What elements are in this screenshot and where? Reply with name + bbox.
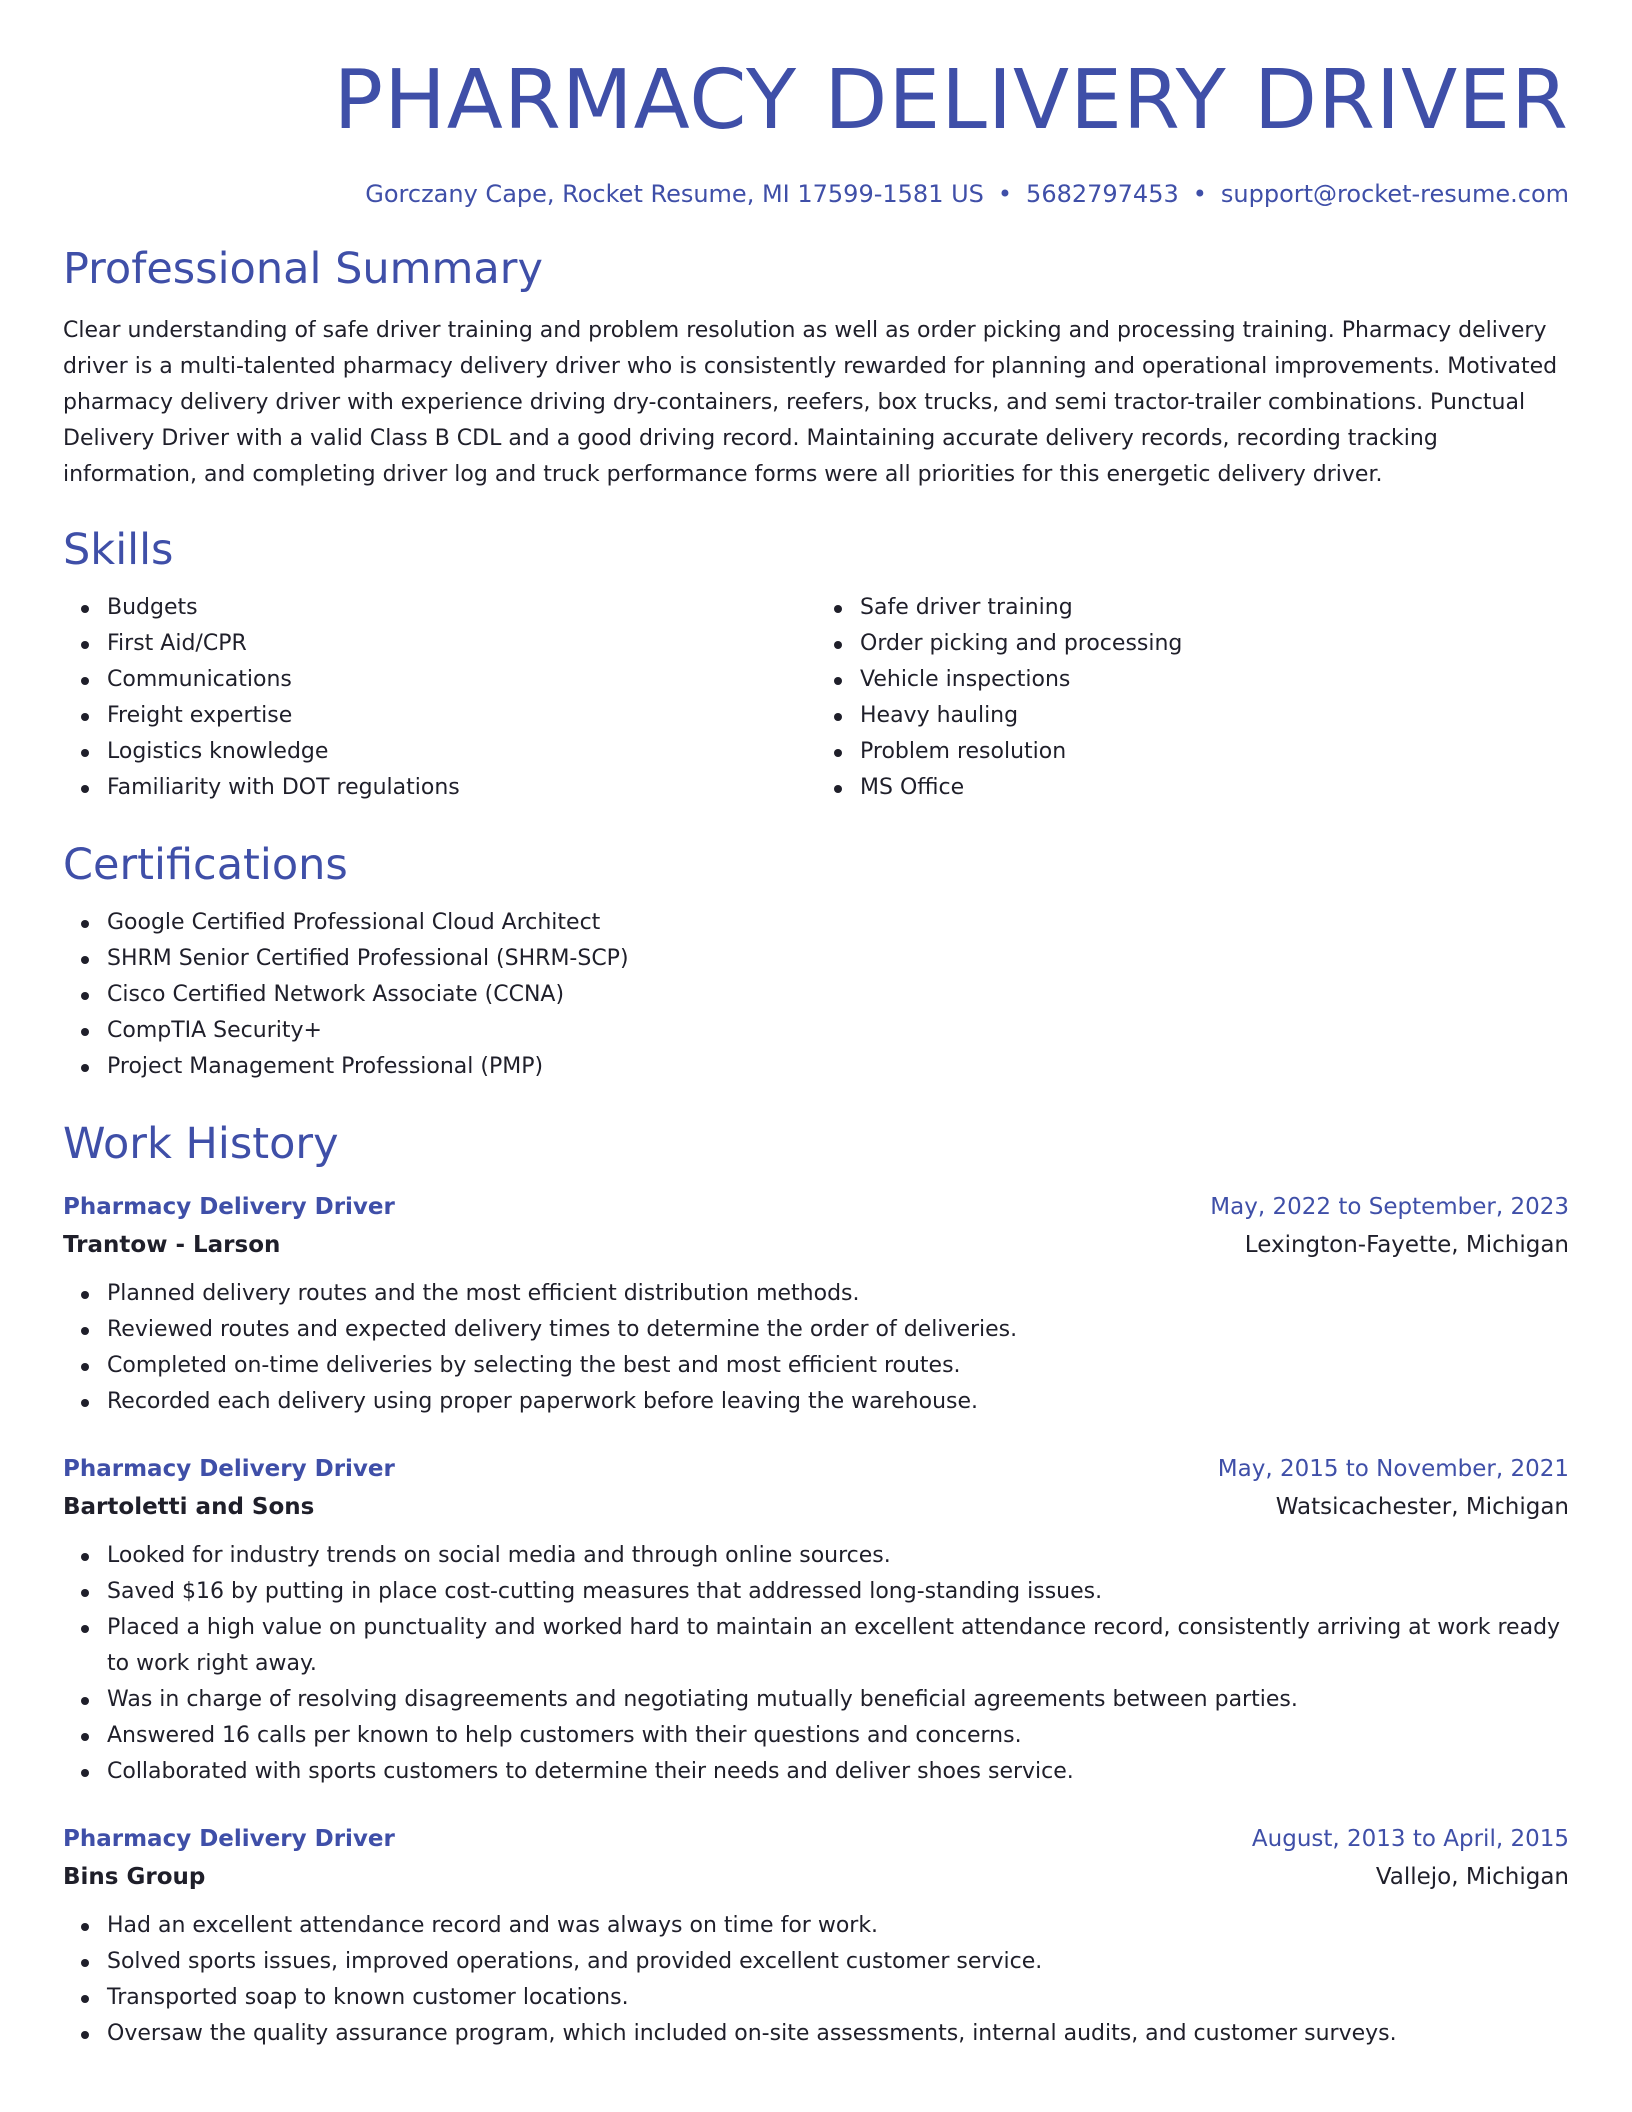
job-bullet: Completed on-time deliveries by selecting the best and most efficient routes. (63, 1348, 1569, 1384)
skill-item: Communications (63, 662, 816, 698)
contact-separator: • (1192, 180, 1207, 208)
job-bullet: Transported soap to known customer locations. (63, 1980, 1569, 2016)
job-dates: May, 2015 to November, 2021 (1217, 1456, 1569, 1482)
certifications-title: Certifications (63, 840, 348, 890)
job-bullet: Saved $16 by putting in place cost-cutting measures that addressed long-standing issues. (63, 1574, 1569, 1610)
job-location: Vallejo, Michigan (1375, 1864, 1569, 1890)
job-bullets (63, 1538, 1569, 1790)
skill-item: Safe driver training (816, 590, 1569, 626)
skill-item: Freight expertise (63, 698, 816, 734)
certification-item: Project Management Professional (PMP) (63, 1049, 1569, 1085)
job-location: Watsicachester, Michigan (1275, 1494, 1569, 1520)
contact-address: Gorczany Cape, Rocket Resume, MI 17599-1581 US (365, 180, 984, 208)
job-bullet: Collaborated with sports customers to determine their needs and deliver shoes service. (63, 1754, 1569, 1790)
contact-email[interactable]: support@rocket-resume.com (1220, 180, 1569, 208)
job-bullets (63, 1908, 1569, 2052)
job-bullet: Had an excellent attendance record and was always on time for work. (63, 1908, 1569, 1944)
skill-item: Problem resolution (816, 734, 1569, 770)
work-history-title: Work History (63, 1119, 339, 1169)
certifications-list (63, 905, 1569, 1085)
job-title: Pharmacy Delivery Driver (63, 1456, 395, 1482)
certification-item: Google Certified Professional Cloud Architect (63, 905, 1569, 941)
skill-item: Heavy hauling (816, 698, 1569, 734)
skill-item: Familiarity with DOT regulations (63, 770, 816, 806)
skill-item: MS Office (816, 770, 1569, 806)
job-dates: August, 2013 to April, 2015 (1251, 1826, 1569, 1852)
job-entry (63, 1450, 1569, 1790)
skill-item: Order picking and processing (816, 626, 1569, 662)
job-bullet: Solved sports issues, improved operations, and provided excellent customer service. (63, 1944, 1569, 1980)
job-title: Pharmacy Delivery Driver (63, 1194, 395, 1220)
job-bullet: Reviewed routes and expected delivery times to determine the order of deliveries. (63, 1312, 1569, 1348)
job-bullet: Planned delivery routes and the most efficient distribution methods. (63, 1276, 1569, 1312)
job-bullet: Oversaw the quality assurance program, which included on-site assessments, internal audits, and customer surveys. (63, 2016, 1569, 2052)
skills-section (63, 525, 1569, 806)
job-entry (63, 1820, 1569, 2052)
summary-title: Professional Summary (63, 244, 543, 294)
skill-item: First Aid/CPR (63, 626, 816, 662)
job-company: Bins Group (63, 1864, 206, 1890)
job-bullets (63, 1276, 1569, 1420)
job-company: Bartoletti and Sons (63, 1494, 315, 1520)
contact-phone: 5682797453 (1026, 180, 1179, 208)
certification-item: SHRM Senior Certified Professional (SHRM-SCP) (63, 941, 1569, 977)
job-dates: May, 2022 to September, 2023 (1210, 1194, 1569, 1220)
job-bullet: Recorded each delivery using proper paperwork before leaving the warehouse. (63, 1384, 1569, 1420)
summary-text: Clear understanding of safe driver training and problem resolution as well as order picking and processing training. Pharmacy delivery driver is a multi-talented pharmacy delivery driver who is consistently rewarded for planning and operational improvements. Motivated pharmacy delivery driver with experience driving dry-containers, reefers, box trucks, and semi tractor-trailer combinations. Punctual Delivery Driver with a valid Class B CDL and a good driving record. Maintaining accurate delivery records, recording tracking information, and completing driver log and truck performance forms were all priorities for this energetic delivery driver. (63, 318, 1558, 487)
contact-separator: • (997, 180, 1013, 208)
skill-item: Logistics knowledge (63, 734, 816, 770)
summary-section (63, 244, 1569, 493)
skills-title: Skills (63, 525, 174, 575)
skill-item: Vehicle inspections (816, 662, 1569, 698)
job-entry (63, 1188, 1569, 1420)
contact-line (63, 180, 1569, 208)
certifications-section (63, 840, 1569, 1085)
job-location: Lexington-Fayette, Michigan (1244, 1232, 1569, 1258)
resume-name: PHARMACY DELIVERY DRIVER (333, 53, 1569, 148)
skills-list-right (816, 590, 1569, 806)
job-bullet: Was in charge of resolving disagreements and negotiating mutually beneficial agreements between parties. (63, 1682, 1569, 1718)
job-bullet: Looked for industry trends on social media and through online sources. (63, 1538, 1569, 1574)
certification-item: Cisco Certified Network Associate (CCNA) (63, 977, 1569, 1013)
job-bullet: Placed a high value on punctuality and worked hard to maintain an excellent attendance record, consistently arriving at work ready to work right away. (63, 1610, 1569, 1682)
job-company: Trantow - Larson (63, 1232, 281, 1258)
skills-list-left (63, 590, 816, 806)
job-bullet: Answered 16 calls per known to help customers with their questions and concerns. (63, 1718, 1569, 1754)
skill-item: Budgets (63, 590, 816, 626)
job-title: Pharmacy Delivery Driver (63, 1826, 395, 1852)
certification-item: CompTIA Security+ (63, 1013, 1569, 1049)
work-history-section (63, 1119, 1569, 2052)
